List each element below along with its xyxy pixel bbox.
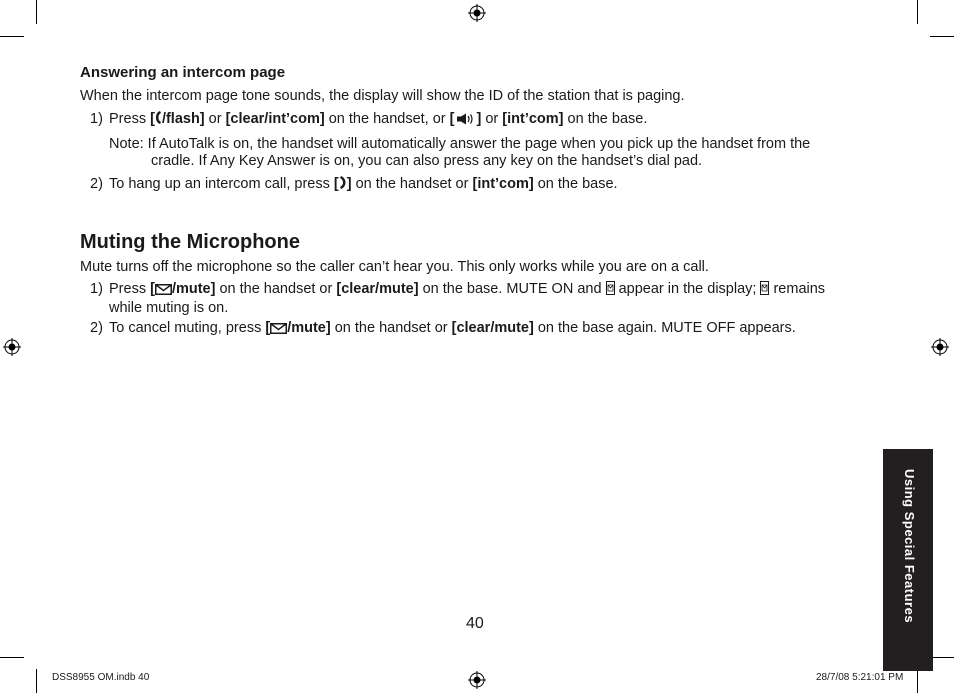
key-bracket: [ bbox=[333, 176, 339, 192]
registration-mark-icon bbox=[468, 4, 486, 22]
registration-mark-icon bbox=[931, 338, 949, 356]
crop-mark bbox=[0, 657, 24, 658]
step-text: To cancel muting, press bbox=[109, 320, 266, 336]
crop-mark bbox=[930, 657, 954, 658]
step-text: To hang up an intercom call, press bbox=[109, 176, 334, 192]
registration-mark-icon bbox=[468, 671, 486, 689]
note-line: cradle. If Any Key Answer is on, you can also press any key on the handset’s dial pad. bbox=[151, 153, 703, 169]
step-text: on the handset or bbox=[330, 320, 452, 336]
intercom-step-2 bbox=[90, 175, 618, 195]
key-bracket: [ bbox=[150, 281, 155, 297]
crop-mark bbox=[930, 36, 954, 37]
step-text: remains bbox=[769, 281, 826, 297]
clear-mute-key-label: [clear/mute] bbox=[336, 281, 419, 297]
key-bracket: ] bbox=[346, 176, 352, 192]
key-bracket: ] bbox=[476, 111, 482, 127]
mute-key-label: /mute] bbox=[287, 320, 331, 336]
step-text: on the handset, or bbox=[324, 111, 450, 127]
mute-step-1 bbox=[90, 281, 825, 317]
mute-envelope-icon bbox=[155, 283, 172, 300]
step-text: or bbox=[204, 111, 226, 127]
step-text: or bbox=[481, 111, 503, 127]
step-text: on the base. MUTE ON and bbox=[418, 281, 606, 297]
step-text: on the handset or bbox=[215, 281, 337, 297]
clear-mute-key-label: [clear/mute] bbox=[451, 320, 534, 336]
key-bracket: [ bbox=[265, 320, 271, 336]
intercom-note bbox=[109, 136, 810, 170]
crop-mark bbox=[0, 36, 24, 37]
step-text: Press bbox=[109, 281, 151, 297]
mute-intro: Mute turns off the microphone so the caller can’t hear you. This only works while you are on a call. bbox=[80, 259, 709, 275]
step-text-continued: while muting is on. bbox=[109, 300, 229, 316]
hangup-icon bbox=[339, 175, 347, 195]
side-tab bbox=[883, 449, 933, 671]
phone-flash-icon bbox=[155, 110, 162, 130]
step-text: on the base. bbox=[533, 176, 618, 192]
intercom-step-1 bbox=[90, 110, 647, 130]
step-number: 2) bbox=[90, 176, 103, 192]
mute-key-label: /mute] bbox=[171, 281, 216, 297]
mute-envelope-icon bbox=[270, 322, 287, 339]
footer-timestamp: 28/7/08 5:21:01 PM bbox=[816, 672, 904, 683]
key-bracket: [ bbox=[150, 111, 155, 127]
intercom-intro: When the intercom page tone sounds, the display will show the ID of the station that is paging. bbox=[80, 88, 685, 104]
step-number: 1) bbox=[90, 281, 103, 297]
step-text: appear in the display; bbox=[614, 281, 761, 297]
intcom-key-label: [int’com] bbox=[472, 176, 534, 192]
clear-intcom-key-label: [clear/int’com] bbox=[225, 111, 325, 127]
key-bracket: [ bbox=[449, 111, 455, 127]
note-line: Note: If AutoTalk is on, the handset will automatically answer the page when you pick up the handset from the bbox=[109, 136, 811, 152]
step-text: on the base. bbox=[563, 111, 648, 127]
speaker-icon bbox=[455, 113, 477, 130]
page-number: 40 bbox=[466, 615, 484, 632]
crop-mark bbox=[917, 669, 918, 693]
step-number: 1) bbox=[90, 111, 103, 127]
footer-file-info: DSS8955 OM.indb 40 bbox=[52, 672, 150, 683]
intcom-key-label: [int’com] bbox=[502, 111, 564, 127]
step-text: Press bbox=[109, 111, 151, 127]
crop-mark bbox=[36, 669, 37, 693]
step-text: on the handset or bbox=[351, 176, 473, 192]
section-heading-intercom: Answering an intercom page bbox=[80, 64, 286, 81]
step-number: 2) bbox=[90, 320, 103, 336]
section-heading-mute: Muting the Microphone bbox=[80, 231, 300, 253]
mute-display-icon bbox=[606, 281, 615, 300]
side-tab-label: Using Special Features bbox=[902, 469, 917, 624]
crop-mark bbox=[917, 0, 918, 24]
flash-key-label: /flash] bbox=[161, 111, 205, 127]
step-text: on the base again. MUTE OFF appears. bbox=[533, 320, 796, 336]
crop-mark bbox=[36, 0, 37, 24]
registration-mark-icon bbox=[3, 338, 21, 356]
mute-step-2 bbox=[90, 320, 796, 339]
